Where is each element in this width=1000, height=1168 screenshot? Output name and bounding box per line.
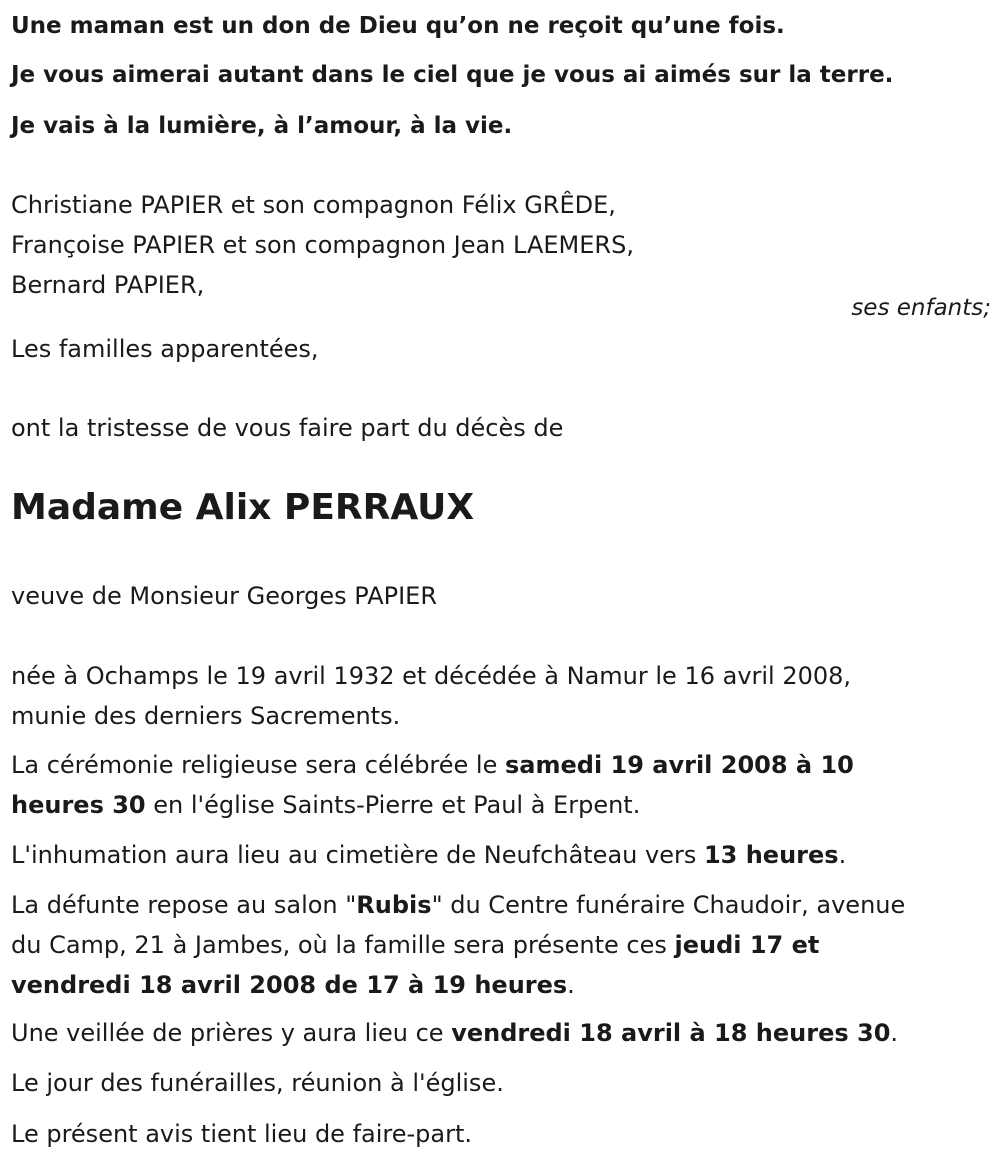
burial-prefix: L'inhumation aura lieu au cimetière de Neufchâteau vers <box>11 841 704 869</box>
ceremony-date-part1: samedi 19 avril 2008 à 10 <box>505 751 854 779</box>
burial-suffix: . <box>838 841 847 869</box>
gathering-line: Le jour des funérailles, réunion à l'église. <box>11 1069 504 1097</box>
viewing-middle-2: du Camp, 21 à Jambes, où la famille sera présente ces <box>11 931 675 959</box>
vigil-paragraph <box>11 1013 898 1053</box>
vigil-time: vendredi 18 avril à 18 heures 30 <box>451 1019 891 1047</box>
viewing-paragraph <box>11 885 991 1005</box>
viewing-dates-part2: vendredi 18 avril 2008 de 17 à 19 heures <box>11 971 568 999</box>
ceremony-date-part2: heures 30 <box>11 791 146 819</box>
viewing-suffix: . <box>567 971 575 999</box>
ceremony-suffix: en l'église Saints-Pierre et Paul à Erpent. <box>145 791 641 819</box>
child-3: Bernard PAPIER, <box>11 271 205 299</box>
ceremony-paragraph <box>11 745 991 825</box>
notice-line: Le présent avis tient lieu de faire-part. <box>11 1120 473 1148</box>
quote-line-1: Une maman est un don de Dieu qu’on ne reçoit qu’une fois. <box>11 13 785 39</box>
viewing-middle-1: " du Centre funéraire Chaudoir, avenue <box>431 891 906 919</box>
birth-death-line-2: munie des derniers Sacrements. <box>11 702 401 730</box>
child-2: Françoise PAPIER et son compagnon Jean LAEMERS, <box>11 231 634 259</box>
ceremony-prefix: La cérémonie religieuse sera célébrée le <box>11 751 505 779</box>
birth-death-block <box>11 656 991 736</box>
announcement-line: ont la tristesse de vous faire part du décès de <box>11 414 564 442</box>
families-line: Les familles apparentées, <box>11 335 319 363</box>
birth-death-line-1: née à Ochamps le 19 avril 1932 et décédée à Namur le 16 avril 2008, <box>11 662 852 690</box>
burial-time: 13 heures <box>703 841 839 869</box>
children-list <box>11 185 991 305</box>
deceased-name: Madame Alix PERRAUX <box>11 487 475 528</box>
vigil-suffix: . <box>890 1019 899 1047</box>
quote-line-3: Je vais à la lumière, à l’amour, à la vie. <box>11 113 513 139</box>
quote-line-2: Je vous aimerai autant dans le ciel que je vous ai aimés sur la terre. <box>11 62 894 88</box>
children-role: ses enfants; <box>851 295 991 321</box>
widow-of-line: veuve de Monsieur Georges PAPIER <box>11 582 438 610</box>
viewing-salon: Rubis <box>356 891 432 919</box>
viewing-prefix: La défunte repose au salon " <box>11 891 357 919</box>
burial-paragraph <box>11 835 846 875</box>
child-1: Christiane PAPIER et son compagnon Félix GRÊDE, <box>11 191 616 219</box>
vigil-prefix: Une veillée de prières y aura lieu ce <box>11 1019 452 1047</box>
viewing-dates-part1: jeudi 17 et <box>674 931 820 959</box>
